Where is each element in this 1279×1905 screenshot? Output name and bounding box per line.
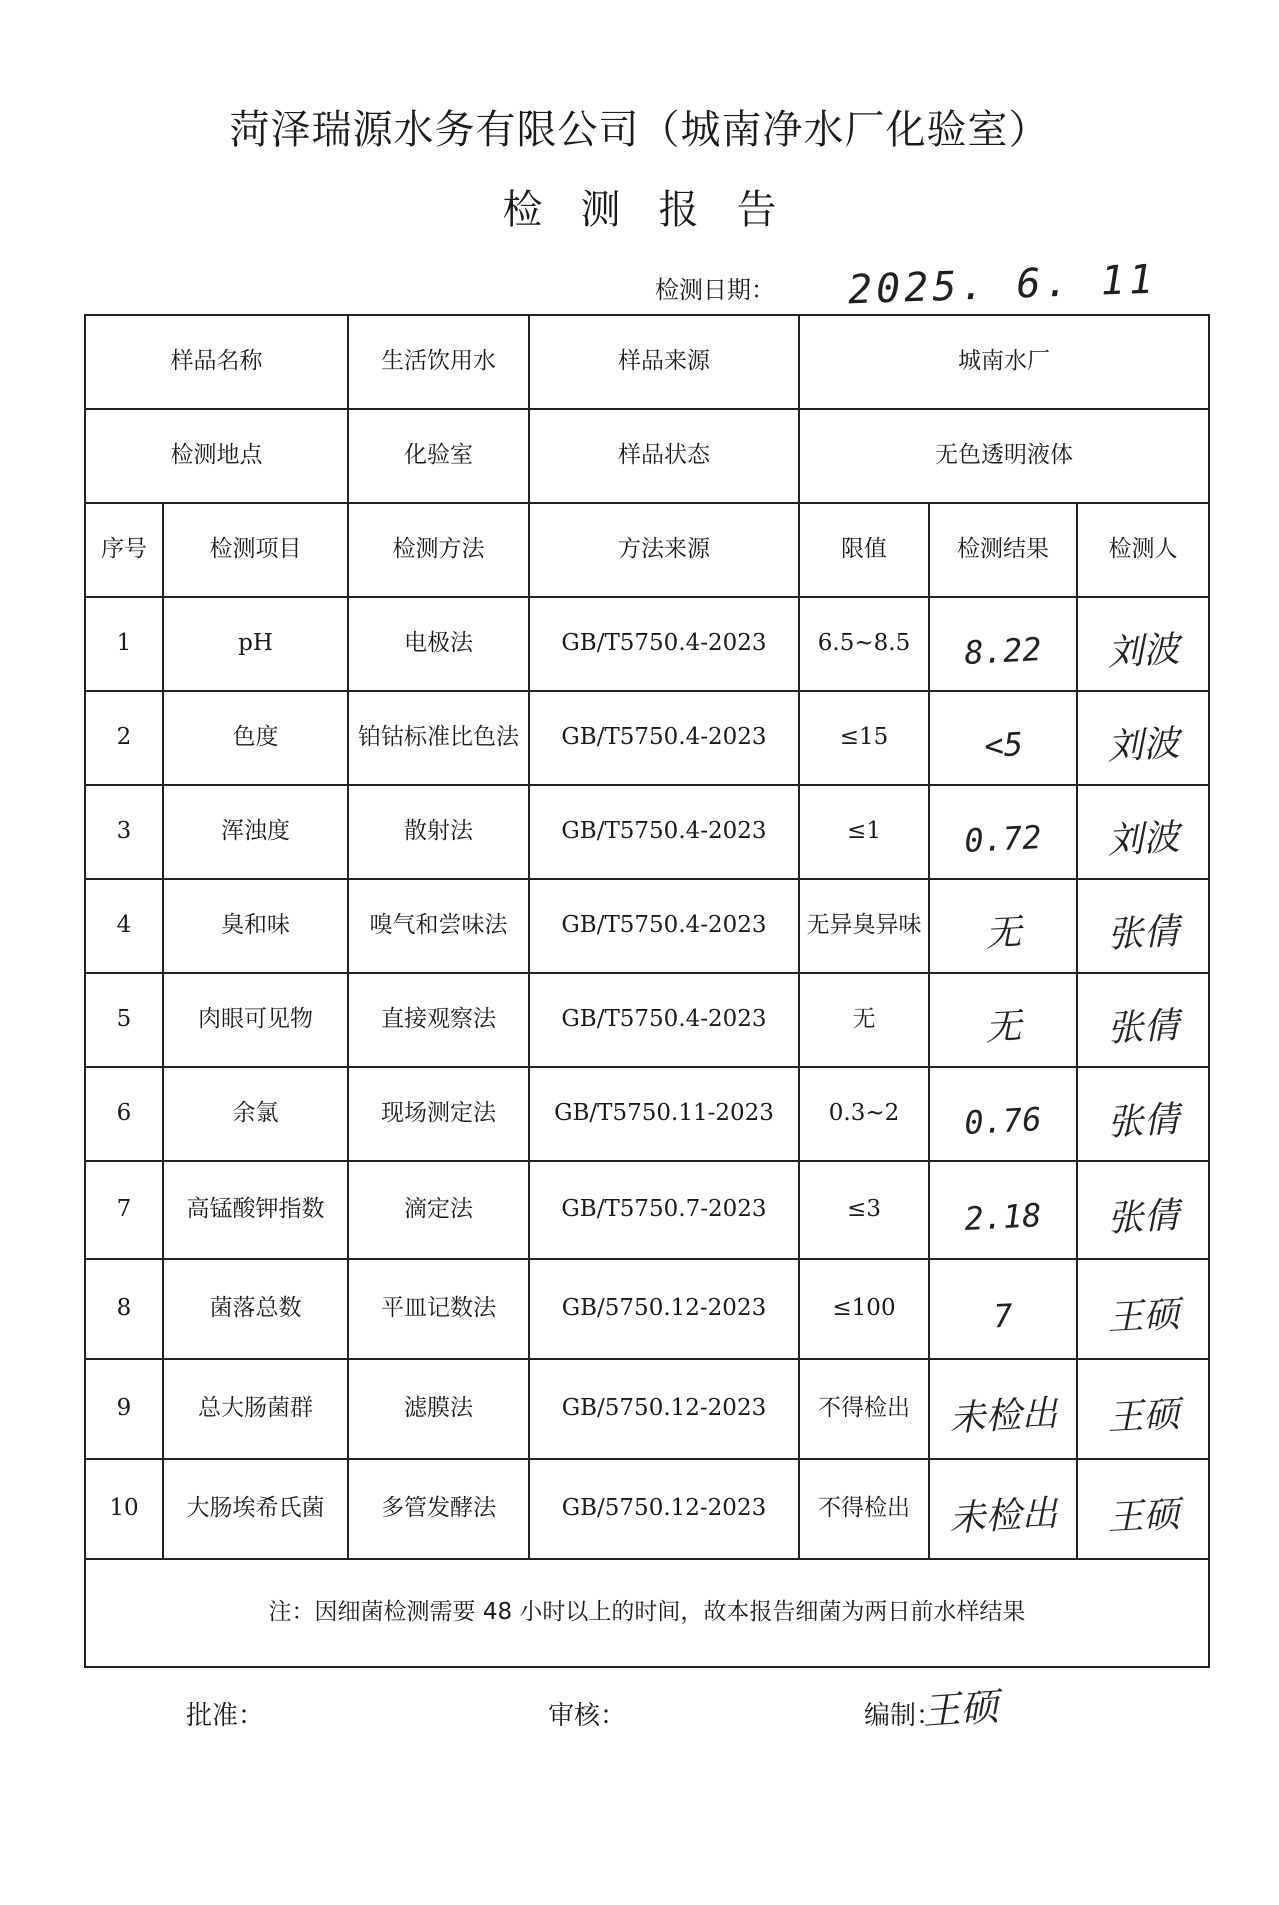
row-tester xyxy=(1077,1359,1209,1459)
row-result xyxy=(929,691,1077,785)
info-row-2 xyxy=(85,409,1209,503)
review-label: 审核： xyxy=(548,1701,627,1731)
row-source: GB/T5750.4-2023 xyxy=(529,879,799,973)
handwritten-signature: 张倩 xyxy=(1106,1098,1181,1144)
note-row xyxy=(85,1559,1209,1667)
test-date-value: 2025. 6. 11 xyxy=(847,256,1158,314)
col-header-source: 方法来源 xyxy=(529,503,799,597)
row-limit: ≤3 xyxy=(799,1161,929,1259)
compile-signature: 王硕 xyxy=(920,1684,1000,1734)
handwritten-result: 未检出 xyxy=(948,1492,1059,1540)
handwritten-result: 无 xyxy=(984,1005,1023,1049)
row-limit: ≤100 xyxy=(799,1259,929,1359)
row-item: 大肠埃希氏菌 xyxy=(163,1459,348,1559)
table-row xyxy=(85,1359,1209,1459)
handwritten-signature: 王硕 xyxy=(1106,1493,1181,1539)
row-limit: 不得检出 xyxy=(799,1359,929,1459)
row-result xyxy=(929,597,1077,691)
row-no: 1 xyxy=(85,597,163,691)
row-source: GB/T5750.7-2023 xyxy=(529,1161,799,1259)
row-limit: 6.5~8.5 xyxy=(799,597,929,691)
handwritten-result: <5 xyxy=(983,725,1024,766)
row-limit: 无 xyxy=(799,973,929,1067)
handwritten-signature: 张倩 xyxy=(1106,910,1181,956)
table-row xyxy=(85,973,1209,1067)
row-no: 9 xyxy=(85,1359,163,1459)
info-row-1 xyxy=(85,315,1209,409)
handwritten-result: 7 xyxy=(992,1296,1014,1336)
row-source: GB/T5750.4-2023 xyxy=(529,973,799,1067)
handwritten-signature: 张倩 xyxy=(1106,1004,1181,1050)
row-item: 臭和味 xyxy=(163,879,348,973)
col-header-method: 检测方法 xyxy=(348,503,529,597)
report-note: 注：因细菌检测需要 48 小时以上的时间，故本报告细菌为两日前水样结果 xyxy=(85,1559,1209,1667)
row-result xyxy=(929,973,1077,1067)
table-row xyxy=(85,691,1209,785)
handwritten-signature: 刘波 xyxy=(1106,722,1181,768)
row-method: 现场测定法 xyxy=(348,1067,529,1161)
column-header-row xyxy=(85,503,1209,597)
row-tester xyxy=(1077,785,1209,879)
handwritten-signature: 刘波 xyxy=(1106,628,1181,674)
test-location-value: 化验室 xyxy=(348,409,529,503)
row-result xyxy=(929,785,1077,879)
row-no: 8 xyxy=(85,1259,163,1359)
handwritten-result: 0.72 xyxy=(963,818,1043,861)
row-method: 滤膜法 xyxy=(348,1359,529,1459)
row-tester xyxy=(1077,691,1209,785)
sample-state-label: 样品状态 xyxy=(529,409,799,503)
row-tester xyxy=(1077,597,1209,691)
row-result xyxy=(929,1259,1077,1359)
row-limit: 无异臭异味 xyxy=(799,879,929,973)
row-no: 10 xyxy=(85,1459,163,1559)
row-item: 色度 xyxy=(163,691,348,785)
test-date-label: 检测日期： xyxy=(655,276,775,304)
row-method: 散射法 xyxy=(348,785,529,879)
row-item: 总大肠菌群 xyxy=(163,1359,348,1459)
handwritten-result: 无 xyxy=(984,911,1023,955)
row-source: GB/5750.12-2023 xyxy=(529,1259,799,1359)
row-result xyxy=(929,1359,1077,1459)
table-row xyxy=(85,785,1209,879)
row-source: GB/5750.12-2023 xyxy=(529,1359,799,1459)
table-row xyxy=(85,879,1209,973)
row-method: 铂钴标准比色法 xyxy=(348,691,529,785)
row-limit: ≤1 xyxy=(799,785,929,879)
col-header-tester: 检测人 xyxy=(1077,503,1209,597)
handwritten-result: 8.22 xyxy=(963,630,1043,673)
handwritten-result: 2.18 xyxy=(963,1196,1043,1239)
test-location-label: 检测地点 xyxy=(85,409,348,503)
report-title: 菏泽瑞源水务有限公司（城南净水厂化验室） xyxy=(229,107,1050,153)
row-method: 滴定法 xyxy=(348,1161,529,1259)
table-row xyxy=(85,1459,1209,1559)
report-table xyxy=(84,314,1210,1668)
row-tester xyxy=(1077,1067,1209,1161)
table-row xyxy=(85,597,1209,691)
report-subtitle: 检测报告 xyxy=(502,187,815,233)
sample-source-label: 样品来源 xyxy=(529,315,799,409)
handwritten-result: 未检出 xyxy=(948,1392,1059,1440)
table-row xyxy=(85,1067,1209,1161)
row-result xyxy=(929,879,1077,973)
row-no: 2 xyxy=(85,691,163,785)
compile-label: 编制： xyxy=(864,1701,943,1731)
row-tester xyxy=(1077,879,1209,973)
row-limit: 0.3~2 xyxy=(799,1067,929,1161)
sample-state-value: 无色透明液体 xyxy=(799,409,1209,503)
approve-label: 批准： xyxy=(186,1701,265,1731)
row-method: 平皿记数法 xyxy=(348,1259,529,1359)
row-no: 5 xyxy=(85,973,163,1067)
row-no: 3 xyxy=(85,785,163,879)
row-limit: 不得检出 xyxy=(799,1459,929,1559)
row-item: 肉眼可见物 xyxy=(163,973,348,1067)
row-source: GB/T5750.4-2023 xyxy=(529,691,799,785)
handwritten-result: 0.76 xyxy=(963,1100,1043,1143)
row-source: GB/5750.12-2023 xyxy=(529,1459,799,1559)
handwritten-signature: 张倩 xyxy=(1106,1194,1181,1240)
row-result xyxy=(929,1459,1077,1559)
row-item: 余氯 xyxy=(163,1067,348,1161)
table-row xyxy=(85,1161,1209,1259)
row-no: 6 xyxy=(85,1067,163,1161)
row-tester xyxy=(1077,973,1209,1067)
row-item: 高锰酸钾指数 xyxy=(163,1161,348,1259)
row-tester xyxy=(1077,1259,1209,1359)
row-tester xyxy=(1077,1459,1209,1559)
col-header-limit: 限值 xyxy=(799,503,929,597)
row-source: GB/T5750.4-2023 xyxy=(529,597,799,691)
row-method: 直接观察法 xyxy=(348,973,529,1067)
sample-name-label: 样品名称 xyxy=(85,315,348,409)
row-method: 嗅气和尝味法 xyxy=(348,879,529,973)
row-result xyxy=(929,1067,1077,1161)
row-source: GB/T5750.4-2023 xyxy=(529,785,799,879)
row-result xyxy=(929,1161,1077,1259)
col-header-item: 检测项目 xyxy=(163,503,348,597)
sample-name-value: 生活饮用水 xyxy=(348,315,529,409)
table-row xyxy=(85,1259,1209,1359)
row-item: pH xyxy=(163,597,348,691)
row-source: GB/T5750.11-2023 xyxy=(529,1067,799,1161)
col-header-result: 检测结果 xyxy=(929,503,1077,597)
handwritten-signature: 王硕 xyxy=(1106,1393,1181,1439)
col-header-no: 序号 xyxy=(85,503,163,597)
row-no: 7 xyxy=(85,1161,163,1259)
row-item: 菌落总数 xyxy=(163,1259,348,1359)
row-method: 电极法 xyxy=(348,597,529,691)
row-tester xyxy=(1077,1161,1209,1259)
row-method: 多管发酵法 xyxy=(348,1459,529,1559)
sample-source-value: 城南水厂 xyxy=(799,315,1209,409)
row-no: 4 xyxy=(85,879,163,973)
row-limit: ≤15 xyxy=(799,691,929,785)
handwritten-signature: 王硕 xyxy=(1106,1293,1181,1339)
row-item: 浑浊度 xyxy=(163,785,348,879)
handwritten-signature: 刘波 xyxy=(1106,816,1181,862)
